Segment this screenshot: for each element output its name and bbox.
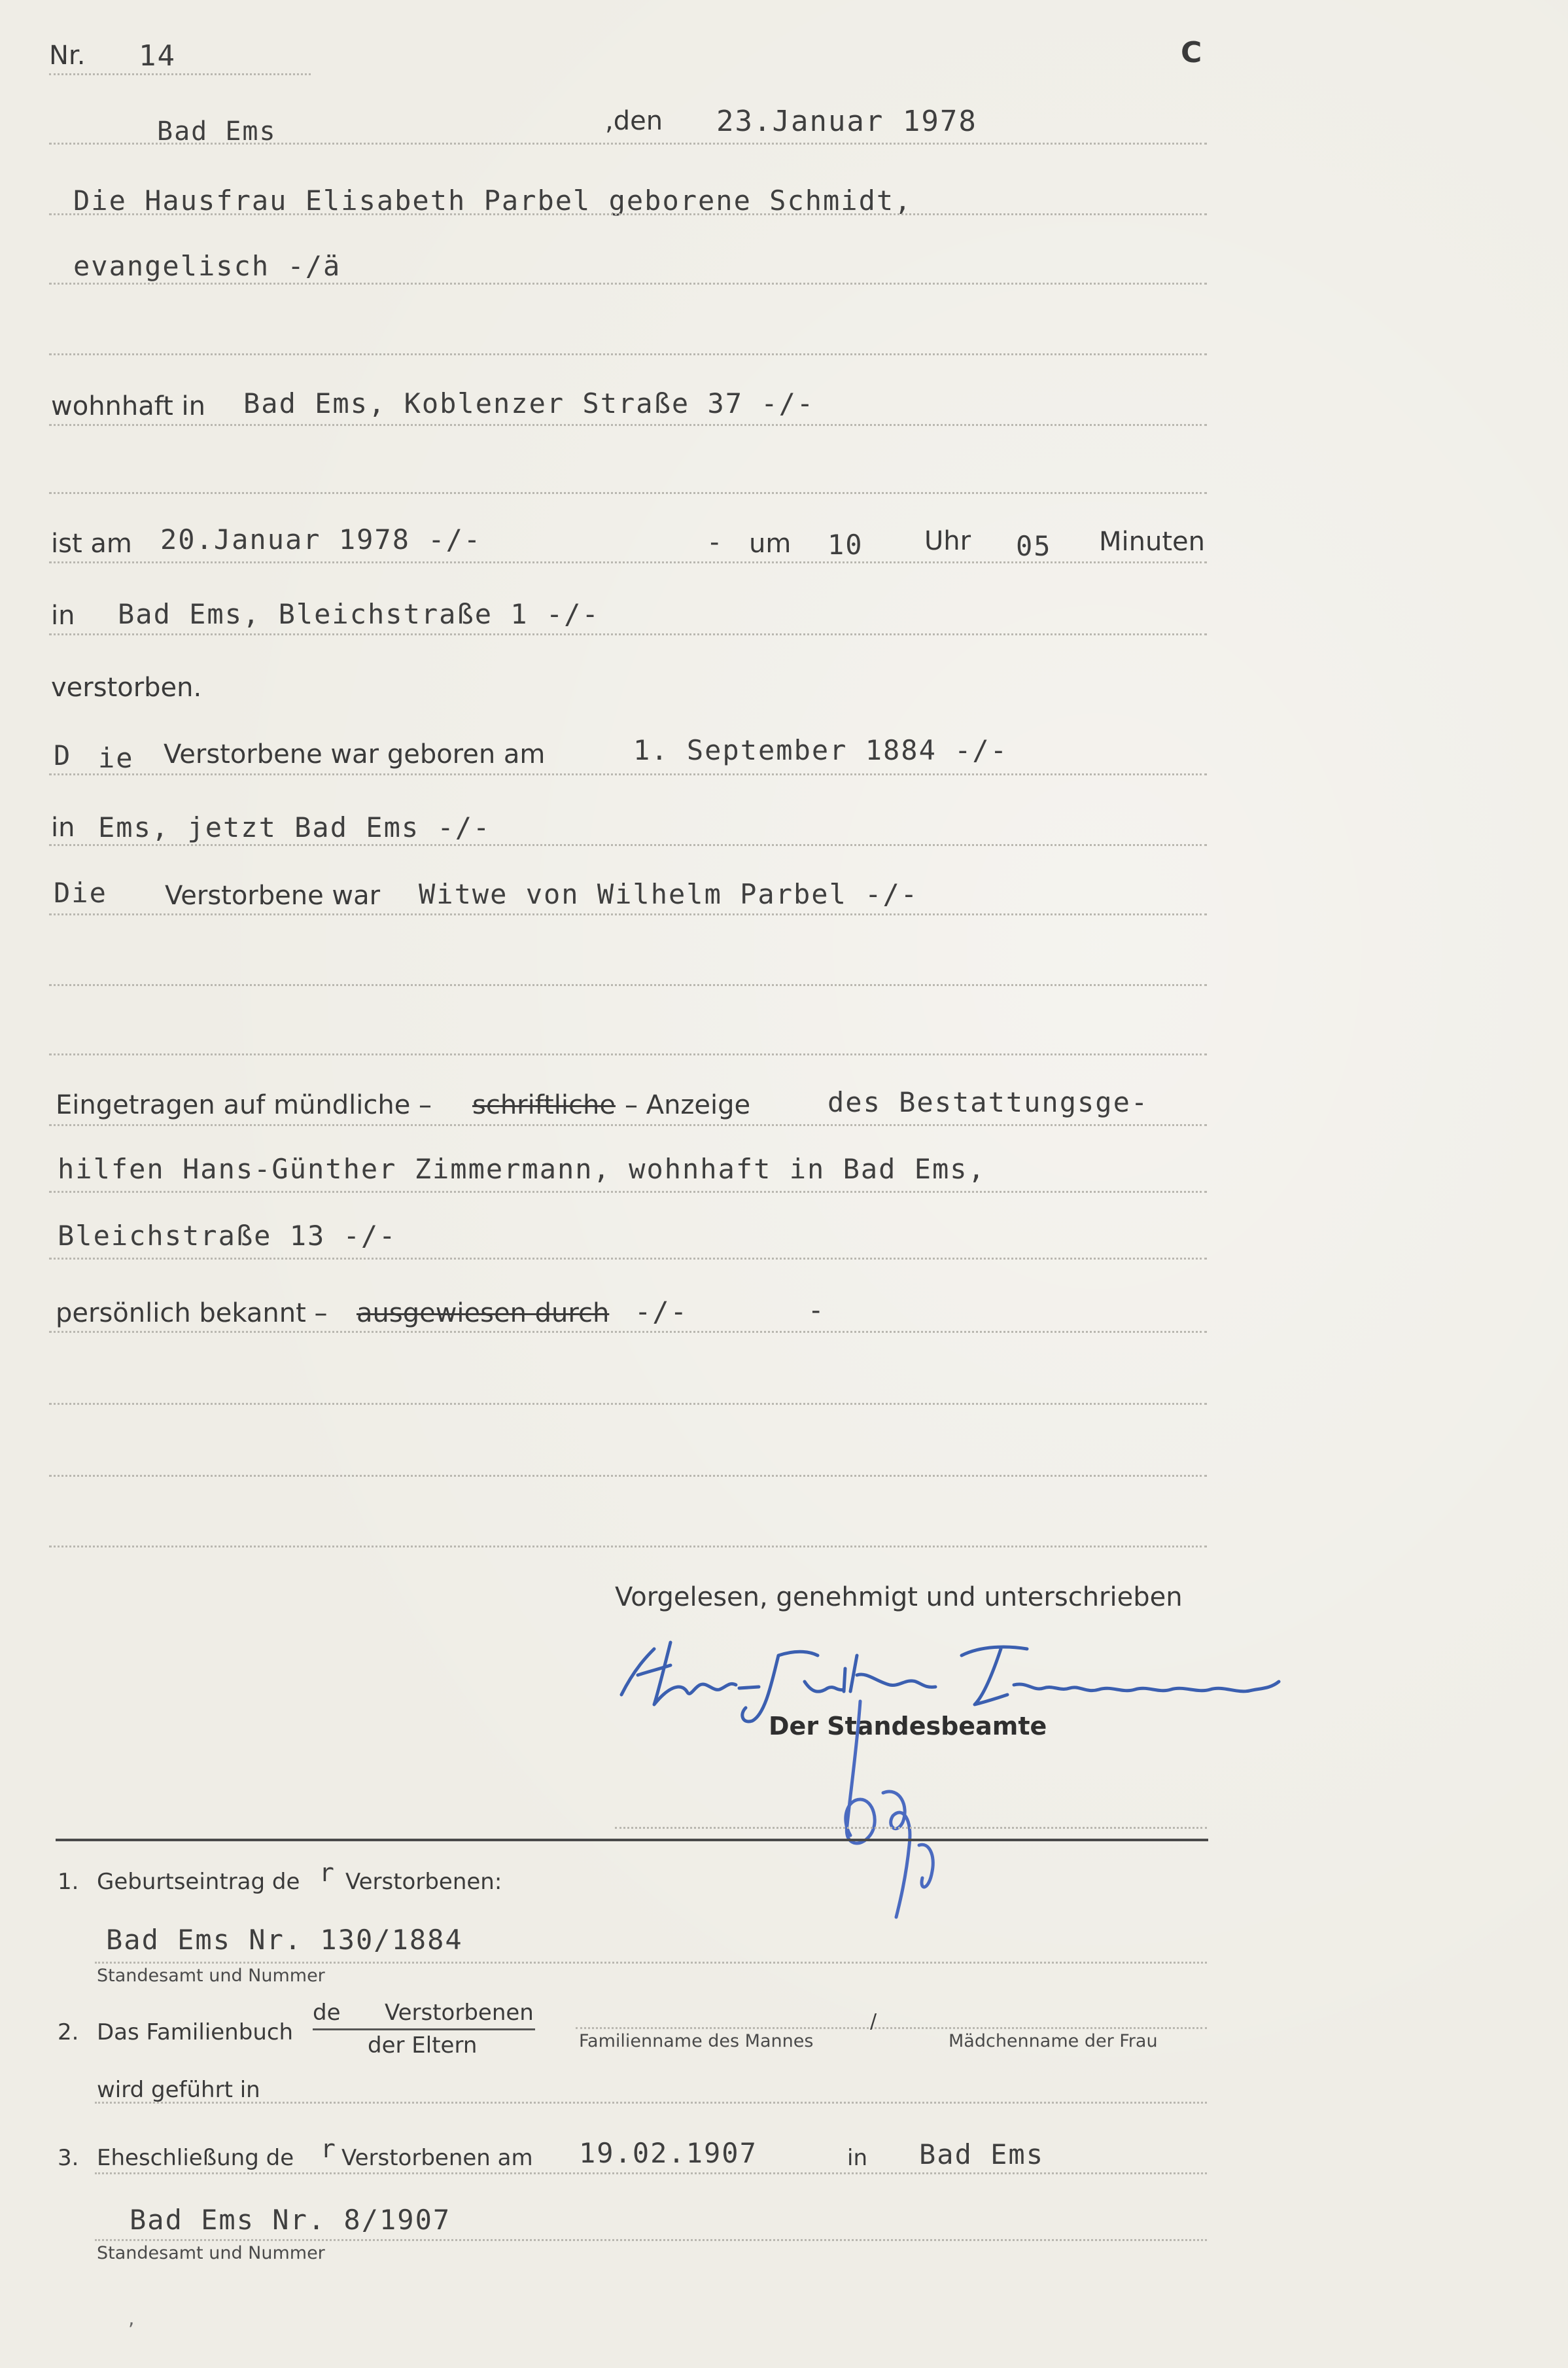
item1-caption: Standesamt und Nummer [97,1966,325,1986]
registration-underline-3 [49,1258,1207,1260]
item2-frac-top-b: Verstorbenen [385,2000,534,2026]
date-line-place: Bad Ems [157,116,277,147]
item1-label-r: r [319,1858,336,1887]
blank-underline-5 [49,1403,1207,1405]
death-minute: 05 [1016,530,1052,562]
footer-divider [56,1839,1208,1841]
marital-prefix: Die [54,877,107,909]
death-date: 20.Januar 1978 -/- [160,523,482,556]
birth-date: 1. September 1884 -/- [633,734,1009,766]
residence-underline [49,424,1207,426]
item1-label-b: Verstorbenen: [345,1869,502,1895]
registration-typed-2: hilfen Hans-Günther Zimmermann, wohnhaft in Bad Ems, [58,1153,986,1185]
item3-place: Bad Ems [919,2138,1045,2170]
signature-underline [615,1827,1207,1829]
blank-underline-1 [49,353,1207,355]
item3-date: 19.02.1907 [579,2137,758,2169]
birth-label: Verstorbene war geboren am [164,739,546,769]
birth-place: Ems, jetzt Bad Ems -/- [98,811,491,843]
registration-label-2: – Anzeige [625,1090,751,1120]
item2-label: Das Familienbuch [97,2019,294,2045]
minuten-label: Minuten [1099,527,1205,557]
um-label: um [749,529,792,559]
registration-underline-2 [49,1191,1207,1193]
item3-label-a: Eheschließung de [97,2145,294,2171]
death-dash: - [710,527,720,557]
item1-label-a: Geburtseintrag de [97,1869,300,1895]
birth-prefix-ie: ie [98,742,134,774]
item2-frac-top-a: de [313,2000,341,2026]
date-line-underline [49,143,1207,145]
item3-caption: Standesamt und Nummer [97,2243,325,2263]
death-date-underline [49,561,1207,563]
blank-underline-4 [49,1053,1207,1055]
birth-prefix-d: D [54,739,72,771]
item1-value: Bad Ems Nr. 130/1884 [106,1924,463,1956]
item2-slash: / [870,2010,877,2033]
death-in-label: in [51,601,75,631]
bottom-mark: , [128,2307,135,2330]
known-label: persönlich bekannt – [56,1298,328,1328]
person-line-2: evangelisch -/ä [73,250,341,282]
den-label: ,den [605,106,663,136]
corner-letter: C [1181,36,1202,69]
registration-underline-1 [49,1124,1207,1126]
uhr-label: Uhr [924,526,971,556]
official-label: Der Standesbeamte [769,1712,1047,1741]
residence-value: Bad Ems, Koblenzer Straße 37 -/- [243,387,815,419]
marital-underline [49,913,1207,915]
blank-underline-3 [49,984,1207,986]
closing-text: Vorgelesen, genehmigt und unterschrieben [615,1582,1183,1612]
known-trailing-dash: - [811,1296,821,1326]
item2-underline [95,2102,1207,2104]
nr-underline [49,73,311,75]
known-value: -/- [635,1296,688,1328]
birth-in-label: in [51,813,75,843]
item1-underline [95,1962,1207,1964]
blank-underline-6 [49,1475,1207,1477]
item3-value: Bad Ems Nr. 8/1907 [130,2204,451,2236]
registration-label-1: Eingetragen auf mündliche – [56,1090,432,1120]
birth-date-underline [49,773,1207,775]
marital-label: Verstorbene war [165,881,381,911]
registration-struck: schriftliche [472,1090,616,1120]
registration-typed-1: des Bestattungsge- [828,1086,1149,1118]
known-underline [49,1331,1207,1333]
residence-label: wohnhaft in [51,391,205,421]
item2-frac-bottom: der Eltern [368,2032,478,2059]
death-place-underline [49,633,1207,635]
item2-caption-frau: Mädchenname der Frau [949,2031,1158,2051]
item2-label-b: wird geführt in [97,2077,260,2103]
item2-underline-names [576,2027,1207,2029]
verstorben-label: verstorben. [51,673,202,703]
official-signature [821,1695,965,1930]
known-struck: ausgewiesen durch [357,1298,610,1328]
birth-place-underline [49,844,1207,846]
registration-typed-3: Bleichstraße 13 -/- [58,1220,397,1252]
death-place: Bad Ems, Bleichstraße 1 -/- [118,598,600,630]
nr-value: 14 [139,39,176,73]
item3-in-label: in [847,2145,867,2171]
item3-underline [95,2239,1207,2241]
item2-fraction-line [313,2028,535,2030]
blank-underline-2 [49,492,1207,494]
marital-value: Witwe von Wilhelm Parbel -/- [419,878,919,910]
person-underline-1 [49,213,1207,215]
item3-label-b: Verstorbenen am [341,2145,533,2171]
item3-label-r: r [321,2134,337,2163]
item2-caption-mann: Familienname des Mannes [579,2031,814,2051]
item2-number: 2. [58,2019,79,2045]
item1-number: 1. [58,1869,79,1895]
item3-underline-date [95,2172,1207,2174]
blank-underline-7 [49,1546,1207,1547]
person-underline-2 [49,283,1207,285]
ist-am-label: ist am [51,529,132,559]
date-line-date: 23.Januar 1978 [716,105,977,138]
person-line-1: Die Hausfrau Elisabeth Parbel geborene Schmidt, [73,185,913,217]
nr-label: Nr. [49,41,86,71]
death-hour: 10 [828,529,863,561]
item3-number: 3. [58,2145,79,2171]
